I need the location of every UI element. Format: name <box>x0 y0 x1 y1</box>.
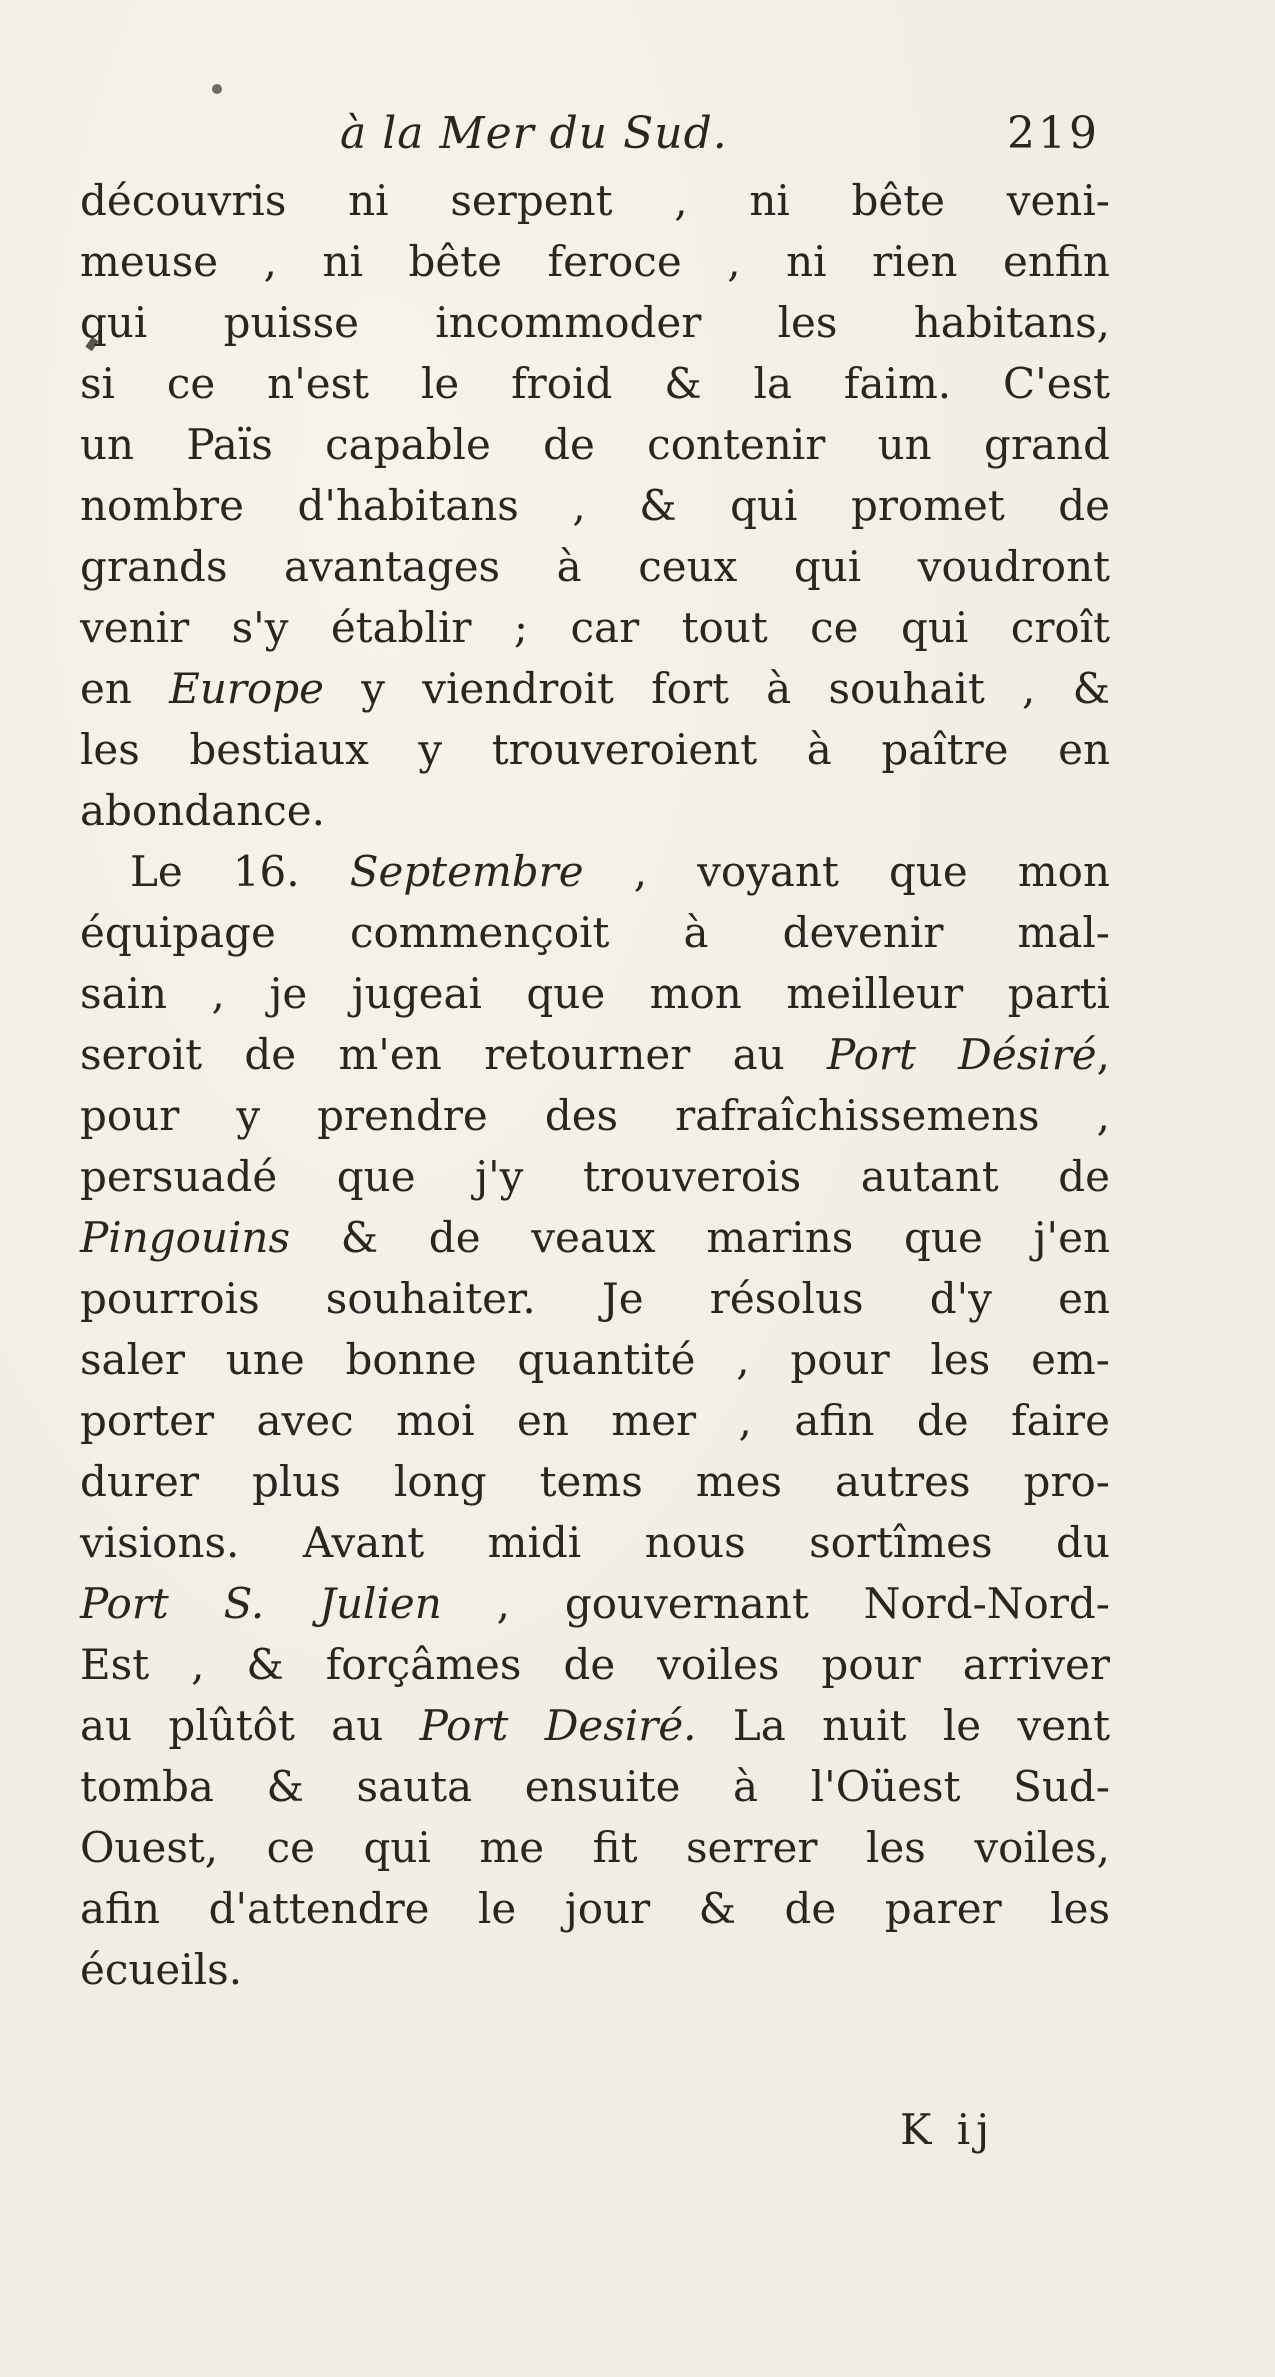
text-line: visions. Avant midi nous sortîmes du <box>80 1518 1110 1567</box>
text-line: tomba & sauta ensuite à l'Oüest Sud- <box>80 1762 1110 1811</box>
text-line: sain , je jugeai que mon meilleur parti <box>80 969 1110 1018</box>
animal-name: Pingouins <box>80 1213 290 1262</box>
text-line: si ce n'est le froid & la faim. C'est <box>80 359 1110 408</box>
text-run: , voyant que mon <box>583 847 1110 896</box>
text-line: découvris ni serpent , ni bête veni- <box>80 176 1110 225</box>
body-text <box>80 170 1110 2000</box>
text-run: en <box>80 664 170 713</box>
text-run: au plûtôt au <box>80 1701 420 1750</box>
text-line: saler une bonne quantité , pour les em- <box>80 1335 1110 1384</box>
text-run: y viendroit fort à souhait , & <box>324 664 1110 713</box>
place-name: Port Desiré. <box>419 1701 697 1750</box>
text-run: La nuit le vent <box>696 1701 1110 1750</box>
text-run: , gouvernant Nord-Nord- <box>441 1579 1110 1628</box>
text-line: un Païs capable de contenir un grand <box>80 420 1110 469</box>
text-line: Est , & forçâmes de voiles pour arriver <box>80 1640 1110 1689</box>
text-line <box>80 1695 1110 1756</box>
text-run: , <box>1096 1030 1110 1079</box>
text-run: seroit de m'en retourner au <box>80 1030 828 1079</box>
place-name: Port S. Julien <box>80 1579 442 1628</box>
page-number: 219 <box>1007 108 1100 159</box>
text-line: porter avec moi en mer , afin de faire <box>80 1396 1110 1445</box>
text-line: afin d'attendre le jour & de parer les <box>80 1884 1110 1933</box>
text-line: durer plus long tems mes autres pro- <box>80 1457 1110 1506</box>
place-name: Europe <box>169 664 324 713</box>
text-line <box>80 841 1110 902</box>
text-run: Le 16. <box>130 847 350 896</box>
text-line <box>80 1207 1110 1268</box>
text-line: grands avantages à ceux qui voudront <box>80 542 1110 591</box>
text-line: venir s'y établir ; car tout ce qui croît <box>80 603 1110 652</box>
text-line <box>80 658 1110 719</box>
text-line <box>80 1573 1110 1634</box>
running-head <box>340 108 1100 168</box>
signature-mark: K ij <box>900 2105 996 2154</box>
month-name: Septembre <box>349 847 584 896</box>
text-line: qui puisse incommoder les habitans, <box>80 298 1110 347</box>
text-line: Ouest, ce qui me fit serrer les voiles, <box>80 1823 1110 1872</box>
text-line: abondance. <box>80 786 325 835</box>
text-line: meuse , ni bête feroce , ni rien enfin <box>80 237 1110 286</box>
text-run: & de veaux marins que j'en <box>290 1213 1110 1262</box>
text-line <box>80 1024 1110 1085</box>
ink-speck <box>212 84 222 94</box>
text-line: nombre d'habitans , & qui promet de <box>80 481 1110 530</box>
text-line: écueils. <box>80 1945 243 1994</box>
place-name: Port Désiré <box>827 1030 1097 1079</box>
running-title: à la Mer du Sud. <box>340 108 728 159</box>
text-line: équipage commençoit à devenir mal- <box>80 908 1110 957</box>
text-line: pour y prendre des rafraîchissemens , <box>80 1091 1110 1140</box>
text-line: les bestiaux y trouveroient à paître en <box>80 725 1110 774</box>
text-line: persuadé que j'y trouverois autant de <box>80 1152 1110 1201</box>
text-line: pourrois souhaiter. Je résolus d'y en <box>80 1274 1110 1323</box>
